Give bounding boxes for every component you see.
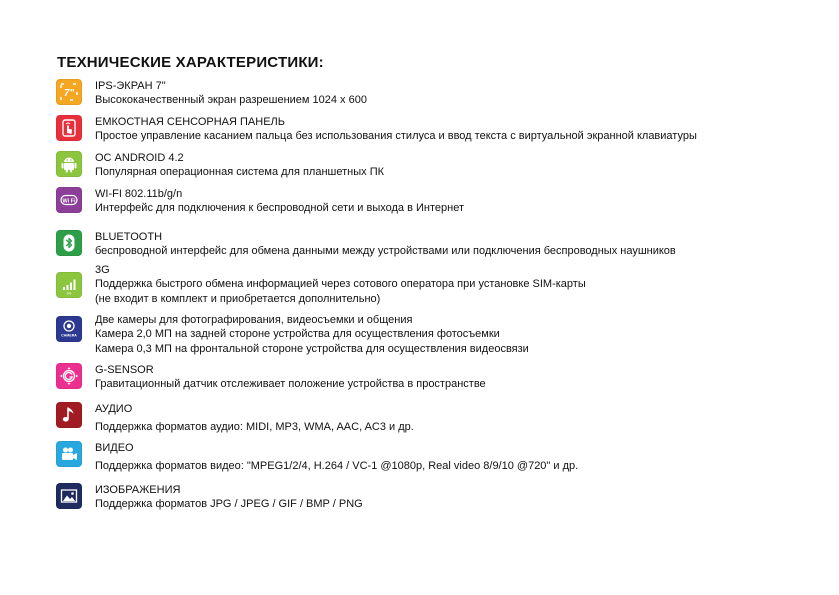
feature-heading: IPS-ЭКРАН 7"	[95, 80, 166, 92]
feature-heading: ИЗОБРАЖЕНИЯ	[95, 484, 181, 496]
feature-description: Интерфейс для подключения к беспроводной сети и выхода в Интернет	[95, 202, 464, 214]
feature-heading: G-SENSOR	[95, 364, 154, 376]
feature-description: беспроводной интерфейс для обмена данными между устройствами или подключения беспроводных наушников	[95, 245, 676, 257]
screen-7-icon	[56, 79, 82, 105]
feature-description: Поддержка форматов аудио: MIDI, MP3, WMA, AAC, AC3 и др.	[95, 421, 414, 433]
screen-7-icon-label: 7"	[63, 88, 75, 99]
signal-3g-icon-label: 3G	[66, 291, 72, 296]
bluetooth-icon	[56, 230, 82, 256]
music-note-icon	[56, 402, 82, 428]
feature-heading: ОС ANDROID 4.2	[95, 152, 184, 164]
feature-description: Гравитационный датчик отслеживает положение устройства в пространстве	[95, 378, 486, 390]
feature-heading: WI-FI 802.11b/g/n	[95, 188, 183, 200]
feature-description: (не входит в комплект и приобретается дополнительно)	[95, 293, 381, 305]
feature-description: Поддержка форматов JPG / JPEG / GIF / BMP / PNG	[95, 498, 363, 510]
feature-description: Высококачественный экран разрешением 1024 x 600	[95, 94, 367, 106]
feature-description: Поддержка форматов видео: "MPEG1/2/4, H.264 / VC-1 @1080p, Real video 8/9/10 @720" и др.	[95, 460, 579, 472]
camera-icon-label: CAMERA	[61, 333, 77, 338]
gsensor-icon	[56, 363, 82, 389]
feature-heading: 3G	[95, 264, 110, 276]
feature-heading: ВИДЕО	[95, 442, 134, 454]
touch-icon	[56, 115, 82, 141]
camera-icon	[56, 316, 82, 342]
feature-heading: BLUETOOTH	[95, 231, 163, 243]
feature-heading: АУДИО	[95, 403, 133, 415]
feature-heading: Две камеры для фотографирования, видеосъемки и общения	[95, 314, 413, 326]
signal-3g-icon	[56, 272, 82, 298]
image-icon	[56, 483, 82, 509]
wifi-icon	[56, 187, 82, 213]
feature-description: Камера 2,0 МП на задней стороне устройства для осуществления фотосъемки	[95, 328, 500, 340]
android-icon	[56, 151, 82, 177]
feature-description: Популярная операционная система для планшетных ПК	[95, 166, 385, 178]
feature-description: Поддержка быстрого обмена информацией через сотового оператора при установке SIM-карты	[95, 278, 586, 290]
feature-description: Камера 0,3 МП на фронтальной стороне устройства для осуществления видеосвязи	[95, 343, 529, 355]
page-title: ТЕХНИЧЕСКИЕ ХАРАКТЕРИСТИКИ:	[57, 54, 324, 71]
wifi-icon-label: Wi Fi	[62, 198, 76, 205]
feature-description: Простое управление касанием пальца без использования стилуса и ввод текста с виртуальной экранной клавиатуры	[95, 130, 697, 142]
feature-heading: ЕМКОСТНАЯ СЕНСОРНАЯ ПАНЕЛЬ	[95, 116, 285, 128]
video-camera-icon	[56, 441, 82, 467]
